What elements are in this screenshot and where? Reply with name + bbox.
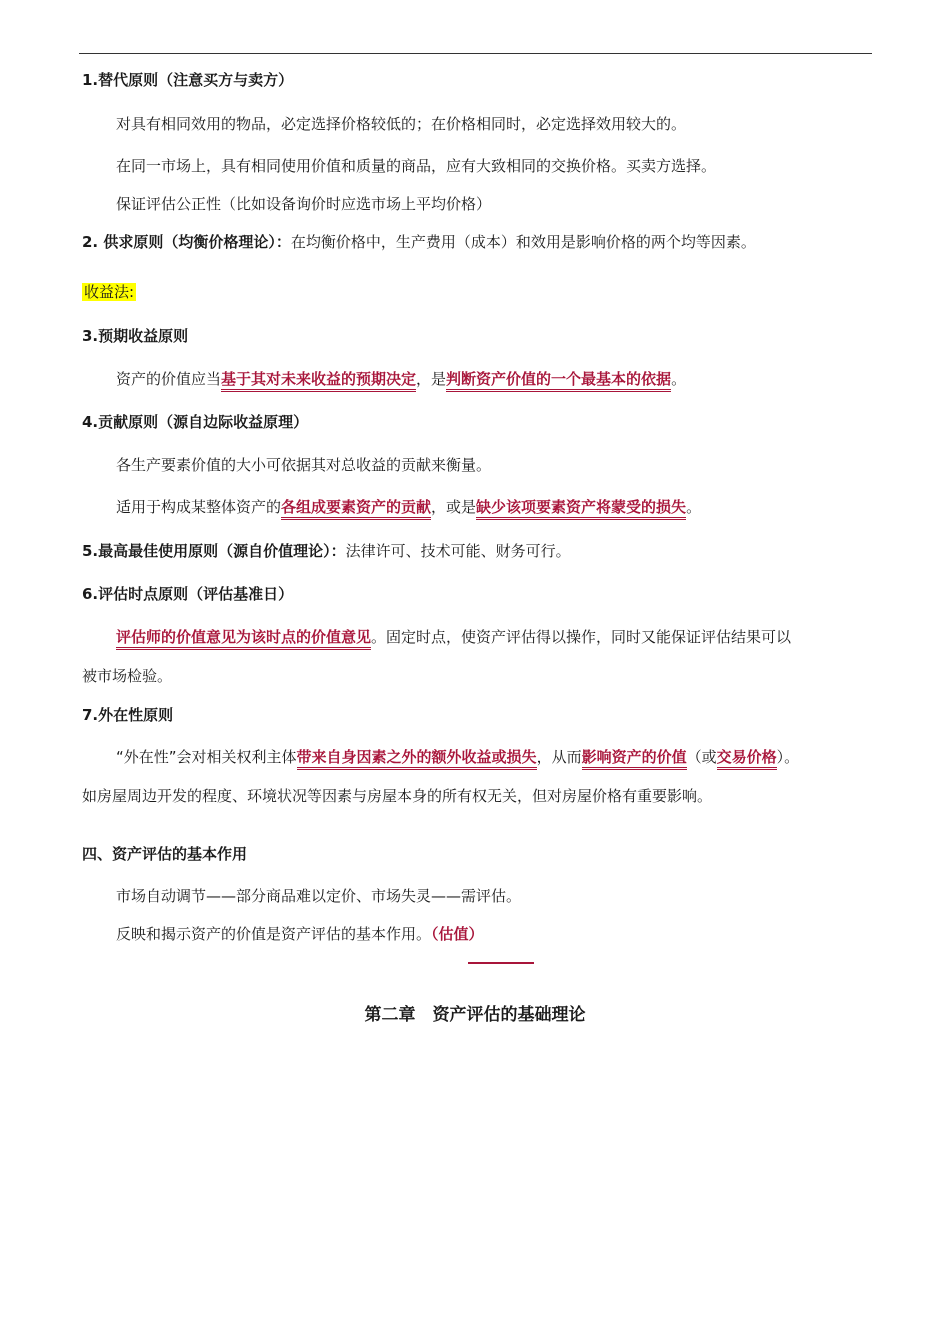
paragraph: 如房屋周边开发的程度、环境状况等因素与房屋本身的所有权无关，但对房屋价格有重要影响。 bbox=[82, 787, 713, 805]
paragraph bbox=[116, 368, 872, 390]
text: 。固定时点，使资产评估得以操作，同时又能保证评估结果可以 bbox=[371, 628, 792, 646]
text: ，是 bbox=[416, 370, 447, 388]
paragraph: 在同一市场上，具有相同使用价值和质量的商品，应有大致相同的交换价格。买卖方选择。 bbox=[116, 157, 717, 175]
heading-highest-best-use-principle: 5.最高最佳使用原则（源自价值理论）： bbox=[82, 542, 346, 560]
emphasis-text: 交易价格 bbox=[717, 748, 777, 770]
highlighted-label: 收益法: bbox=[84, 283, 135, 301]
text: （或 bbox=[686, 748, 717, 766]
emphasis-text: 判断资产价值的一个最基本的依据 bbox=[446, 370, 671, 392]
text: 适用于构成某整体资产的 bbox=[116, 498, 282, 516]
income-method-line bbox=[82, 281, 872, 303]
heading-substitution-principle: 1.替代原则（注意买方与卖方） bbox=[82, 71, 294, 89]
emphasis-text: 影响资产的价值 bbox=[582, 748, 687, 770]
text: 反映和揭示资产的价值是资产评估的基本作用。 bbox=[116, 925, 432, 943]
text: “外在性”会对相关权利主体 bbox=[116, 748, 297, 766]
paragraph-text: 法律许可、技术可能、财务可行。 bbox=[345, 542, 571, 560]
paragraph: 市场自动调节——部分商品难以定价、市场失灵——需评估。 bbox=[116, 887, 522, 905]
emphasis-text: 基于其对未来收益的预期决定 bbox=[221, 370, 416, 392]
heading-expected-income-principle: 3.预期收益原则 bbox=[82, 327, 189, 345]
emphasis-text: 评估师的价值意见为该时点的价值意见 bbox=[116, 628, 371, 650]
paragraph bbox=[116, 923, 872, 945]
text: 。 bbox=[686, 498, 702, 516]
text: ，从而 bbox=[536, 748, 582, 766]
supply-demand-line bbox=[82, 231, 872, 253]
text: 资产的价值应当 bbox=[116, 370, 222, 388]
paragraph bbox=[116, 626, 872, 648]
heading-contribution-principle: 4.贡献原则（源自边际收益原理） bbox=[82, 413, 309, 431]
emphasis-text: 各组成要素资产的贡献 bbox=[281, 498, 431, 520]
emphasis-text: 缺少该项要素资产将蒙受的损失 bbox=[476, 498, 686, 520]
heading-supply-demand-principle: 2. 供求原则（均衡价格理论）： bbox=[82, 233, 291, 251]
divider bbox=[468, 962, 534, 964]
paragraph-continuation: 被市场检验。 bbox=[82, 667, 173, 685]
emphasis-text: （估值） bbox=[431, 925, 484, 943]
heading-basic-function: 四、资产评估的基本作用 bbox=[82, 845, 248, 863]
paragraph bbox=[116, 496, 872, 518]
text: 。 bbox=[671, 370, 687, 388]
paragraph-text: 在均衡价格中，生产费用（成本）和效用是影响价格的两个均等因素。 bbox=[290, 233, 756, 251]
heading-externality-principle: 7.外在性原则 bbox=[82, 706, 174, 724]
paragraph: 各生产要素价值的大小可依据其对总收益的贡献来衡量。 bbox=[116, 456, 492, 474]
paragraph bbox=[116, 746, 872, 768]
header-rule bbox=[79, 53, 872, 54]
highest-best-use-line bbox=[82, 540, 872, 562]
emphasis-text: 带来自身因素之外的额外收益或损失 bbox=[297, 748, 537, 770]
heading-valuation-date-principle: 6.评估时点原则（评估基准日） bbox=[82, 585, 294, 603]
chapter-title: 第二章 资产评估的基础理论 bbox=[364, 1005, 586, 1025]
paragraph: 对具有相同效用的物品，必定选择价格较低的；在价格相同时，必定选择效用较大的。 bbox=[116, 115, 687, 133]
text: ，或是 bbox=[431, 498, 477, 516]
paragraph: 保证评估公正性（比如设备询价时应选市场上平均价格） bbox=[116, 195, 492, 213]
text: ）。 bbox=[776, 748, 800, 766]
